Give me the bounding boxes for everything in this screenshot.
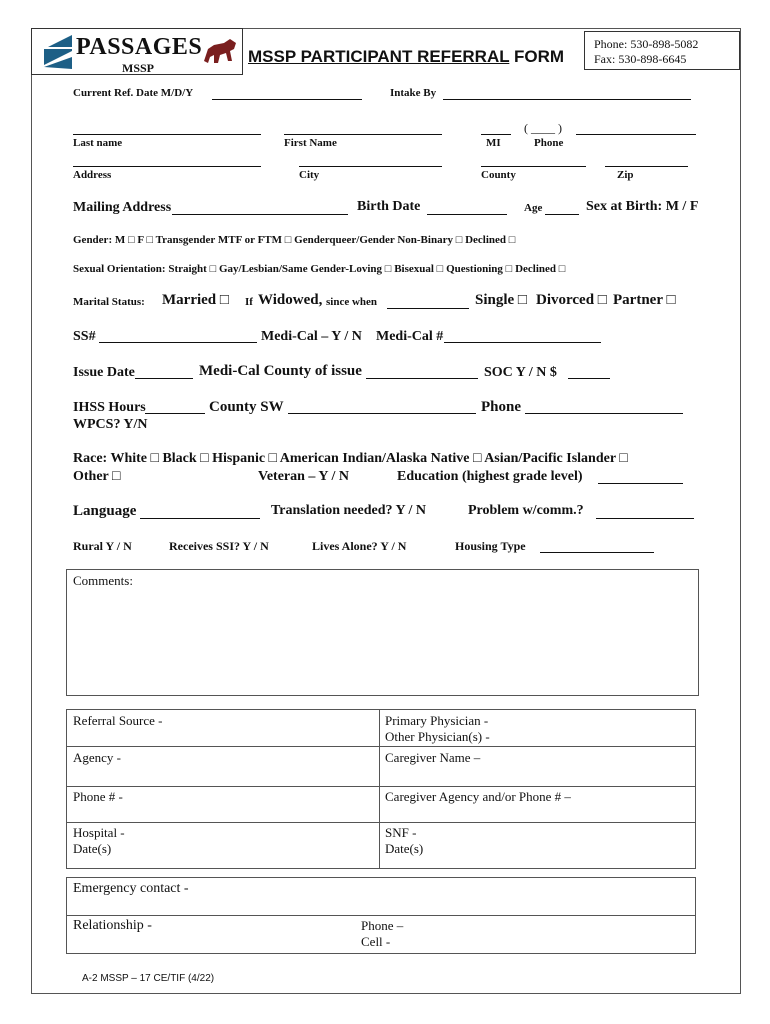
- referral-table-row-line: [67, 786, 695, 787]
- mi-label: MI: [486, 137, 501, 149]
- issue-date-label: Issue Date: [73, 365, 135, 380]
- primary-physician-cell[interactable]: Primary Physician -: [385, 713, 489, 728]
- emergency-phone-cell[interactable]: Phone –: [361, 918, 404, 933]
- language-field[interactable]: [140, 518, 260, 519]
- problem-comm-field[interactable]: [596, 518, 694, 519]
- caregiver-agency-cell[interactable]: Caregiver Agency and/or Phone # –: [385, 789, 571, 804]
- comments-box[interactable]: [66, 569, 699, 696]
- medi-cal-number-label: Medi-Cal #: [376, 329, 444, 344]
- city-label: City: [299, 169, 320, 181]
- partner-option[interactable]: Partner □: [613, 292, 676, 308]
- form-title: [248, 47, 564, 67]
- rural-yn[interactable]: Rural Y / N: [73, 539, 132, 553]
- hospital-dates-cell[interactable]: Date(s): [73, 841, 112, 856]
- phone-number-cell[interactable]: Phone # -: [73, 789, 123, 804]
- housing-type-field[interactable]: [540, 552, 654, 553]
- receives-ssi-yn[interactable]: Receives SSI? Y / N: [169, 539, 269, 553]
- since-when-label: since when: [326, 296, 378, 308]
- ihss-hours-label: IHSS Hours: [73, 400, 146, 415]
- form-title-rest: FORM: [509, 47, 565, 66]
- logo-sub-text: MSSP: [122, 61, 155, 75]
- passages-logo-icon: [38, 35, 74, 69]
- relationship-cell[interactable]: Relationship -: [73, 918, 152, 933]
- logo-main-text: PASSAGES: [76, 34, 203, 60]
- intake-by-label: Intake By: [390, 87, 437, 99]
- if-text: If: [245, 296, 253, 308]
- city-field[interactable]: [299, 166, 442, 167]
- widowed-option[interactable]: Widowed,: [258, 292, 323, 308]
- agency-cell[interactable]: Agency -: [73, 750, 122, 765]
- age-field[interactable]: [545, 214, 579, 215]
- soc-label: SOC Y / N $: [484, 365, 557, 380]
- first-name-field[interactable]: [284, 134, 442, 135]
- ihss-hours-field[interactable]: [145, 413, 205, 414]
- housing-type-label: Housing Type: [455, 539, 526, 553]
- wpcs-label[interactable]: WPCS? Y/N: [73, 417, 148, 432]
- logo-box: [31, 28, 243, 75]
- ss-field[interactable]: [99, 342, 257, 343]
- address-field[interactable]: [73, 166, 261, 167]
- contact-phone: Phone: 530-898-5082: [594, 37, 699, 51]
- bear-logo-icon: [202, 37, 238, 65]
- veteran-yn[interactable]: Veteran – Y / N: [258, 469, 349, 484]
- sexual-orientation-options[interactable]: Sexual Orientation: Straight □ Gay/Lesbian/Same Gender-Loving □ Bisexual □ Questioning □ Declined □: [73, 263, 566, 275]
- birth-date-field[interactable]: [427, 214, 507, 215]
- phone-field[interactable]: [576, 134, 696, 135]
- snf-cell[interactable]: SNF -: [385, 825, 417, 840]
- emergency-contact-cell[interactable]: Emergency contact -: [73, 881, 189, 896]
- birth-date-label: Birth Date: [357, 199, 421, 214]
- phone-label: Phone: [534, 137, 564, 149]
- mailing-address-label: Mailing Address: [73, 200, 172, 215]
- referral-table-row-line: [67, 822, 695, 823]
- education-field[interactable]: [598, 483, 683, 484]
- current-ref-date-field[interactable]: [212, 99, 362, 100]
- caregiver-name-cell[interactable]: Caregiver Name –: [385, 750, 481, 765]
- county-sw-label: County SW: [209, 399, 284, 415]
- footer-form-code: A-2 MSSP – 17 CE/TIF (4/22): [82, 973, 215, 984]
- language-label: Language: [73, 503, 137, 519]
- medi-cal-number-field[interactable]: [444, 342, 601, 343]
- emergency-row-line: [67, 915, 695, 916]
- married-option[interactable]: Married □: [162, 292, 229, 308]
- snf-dates-cell[interactable]: Date(s): [385, 841, 424, 856]
- zip-label: Zip: [617, 169, 634, 181]
- medi-cal-yn[interactable]: Medi-Cal – Y / N: [261, 329, 362, 344]
- mi-field[interactable]: [481, 134, 511, 135]
- other-physicians-cell[interactable]: Other Physician(s) -: [385, 729, 490, 744]
- race-other-option[interactable]: Other □: [73, 469, 121, 484]
- lives-alone-yn[interactable]: Lives Alone? Y / N: [312, 539, 407, 553]
- first-name-label: First Name: [284, 137, 337, 149]
- mailing-address-field[interactable]: [172, 214, 348, 215]
- last-name-field[interactable]: [73, 134, 261, 135]
- medi-cal-county-label: Medi-Cal County of issue: [199, 363, 362, 379]
- referral-source-cell[interactable]: Referral Source -: [73, 713, 163, 728]
- ss-label: SS#: [73, 329, 96, 344]
- county-field[interactable]: [481, 166, 586, 167]
- since-when-field[interactable]: [387, 308, 469, 309]
- medi-cal-county-field[interactable]: [366, 378, 478, 379]
- current-ref-date-label: Current Ref. Date M/D/Y: [73, 87, 194, 99]
- single-option[interactable]: Single □: [475, 292, 527, 308]
- contact-fax: Fax: 530-898-6645: [594, 52, 687, 66]
- referral-table-divider: [379, 710, 380, 868]
- translation-needed[interactable]: Translation needed? Y / N: [271, 503, 427, 518]
- referral-table: [66, 709, 696, 869]
- gender-options[interactable]: Gender: M □ F □ Transgender MTF or FTM □ Genderqueer/Gender Non-Binary □ Declined □: [73, 234, 516, 246]
- education-label: Education (highest grade level): [397, 469, 583, 484]
- comments-label: Comments:: [73, 573, 133, 588]
- form-title-underlined: MSSP PARTICIPANT REFERRAL: [248, 47, 510, 66]
- phone-paren: ( ____ ): [524, 121, 562, 135]
- divorced-option[interactable]: Divorced □: [536, 292, 607, 308]
- county-sw-field[interactable]: [288, 413, 476, 414]
- phone-b-field[interactable]: [525, 413, 683, 414]
- address-label: Address: [73, 169, 112, 181]
- intake-by-field[interactable]: [443, 99, 691, 100]
- county-label: County: [481, 169, 516, 181]
- emergency-contact-table: [66, 877, 696, 954]
- issue-date-field[interactable]: [135, 378, 193, 379]
- sex-at-birth-label: Sex at Birth: M / F: [586, 199, 699, 214]
- marital-status-label: Marital Status:: [73, 296, 145, 308]
- phone-b-label: Phone: [481, 399, 522, 415]
- problem-comm-label: Problem w/comm.?: [468, 503, 584, 518]
- zip-field[interactable]: [605, 166, 688, 167]
- age-label: Age: [524, 202, 543, 214]
- contact-box: [584, 31, 740, 70]
- hospital-cell[interactable]: Hospital -: [73, 825, 125, 840]
- race-options[interactable]: Race: White □ Black □ Hispanic □ American Indian/Alaska Native □ Asian/Pacific Islander □: [73, 451, 628, 466]
- emergency-cell-cell[interactable]: Cell -: [361, 934, 391, 949]
- referral-table-row-line: [67, 746, 695, 747]
- soc-amount-field[interactable]: [568, 378, 610, 379]
- last-name-label: Last name: [73, 137, 123, 149]
